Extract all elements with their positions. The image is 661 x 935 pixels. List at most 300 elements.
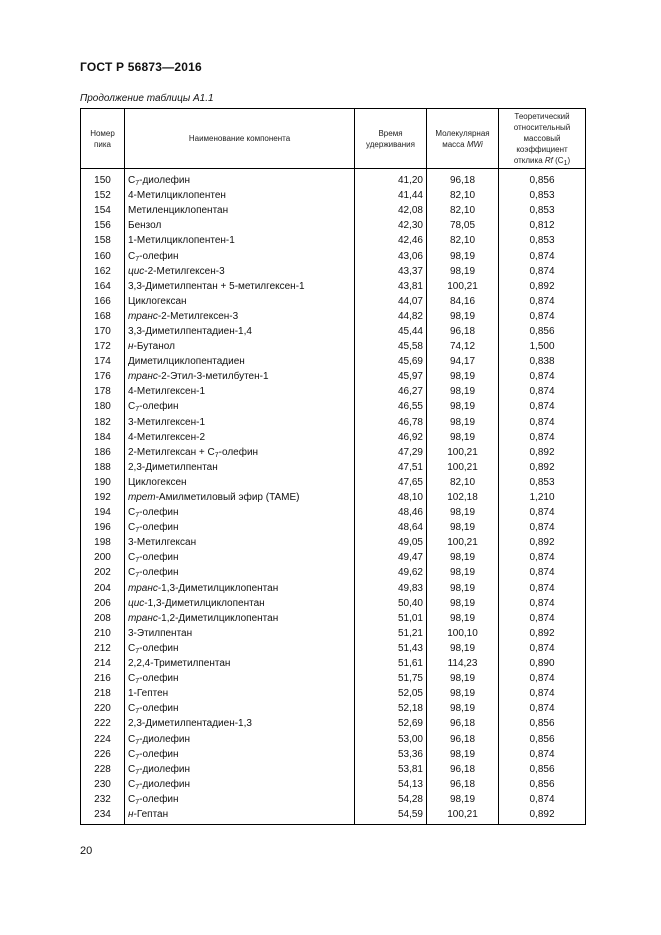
cell-response-coefficient: 0,874 bbox=[499, 384, 586, 399]
cell-response-coefficient: 0,892 bbox=[499, 626, 586, 641]
cell-peak-number: 156 bbox=[81, 218, 125, 233]
name-main: 3,3-Диметилпентан + 5-метилгексен-1 bbox=[128, 280, 305, 292]
cell-molecular-mass: 96,18 bbox=[427, 716, 499, 731]
cell-component-name bbox=[125, 701, 355, 716]
cell-component-name bbox=[125, 445, 355, 460]
cell-molecular-mass: 96,18 bbox=[427, 324, 499, 339]
cell-response-coefficient: 0,856 bbox=[499, 731, 586, 746]
cell-component-name bbox=[125, 354, 355, 369]
cell-molecular-mass: 98,19 bbox=[427, 430, 499, 445]
table-row bbox=[81, 671, 586, 686]
cell-response-coefficient: 0,812 bbox=[499, 218, 586, 233]
cell-response-coefficient: 0,890 bbox=[499, 656, 586, 671]
cell-retention-time: 54,13 bbox=[355, 777, 427, 792]
cell-response-coefficient: 0,874 bbox=[499, 309, 586, 324]
cell-response-coefficient: 0,874 bbox=[499, 264, 586, 279]
cell-component-name bbox=[125, 339, 355, 354]
cell-retention-time: 44,82 bbox=[355, 309, 427, 324]
name-suffix: -олефин bbox=[139, 250, 179, 262]
cell-component-name bbox=[125, 188, 355, 203]
cell-component-name bbox=[125, 430, 355, 445]
name-main: C bbox=[128, 733, 136, 745]
table-row bbox=[81, 324, 586, 339]
cell-retention-time: 50,40 bbox=[355, 596, 427, 611]
name-main: C bbox=[128, 673, 136, 685]
name-main: C bbox=[128, 552, 136, 564]
name-main: 1-Гептен bbox=[128, 688, 169, 700]
cell-molecular-mass: 94,17 bbox=[427, 354, 499, 369]
cell-molecular-mass: 96,18 bbox=[427, 731, 499, 746]
name-subscript: 7 bbox=[214, 451, 219, 459]
cell-component-name bbox=[125, 399, 355, 414]
header-retention-time: Время удерживания bbox=[355, 109, 427, 169]
cell-component-name bbox=[125, 626, 355, 641]
cell-peak-number: 160 bbox=[81, 248, 125, 263]
table-row bbox=[81, 731, 586, 746]
cell-response-coefficient: 0,853 bbox=[499, 233, 586, 248]
cell-retention-time: 42,30 bbox=[355, 218, 427, 233]
cell-response-coefficient: 0,853 bbox=[499, 203, 586, 218]
cell-component-name bbox=[125, 656, 355, 671]
table-row bbox=[81, 520, 586, 535]
name-main: C bbox=[128, 793, 136, 805]
cell-response-coefficient: 0,874 bbox=[499, 701, 586, 716]
cell-peak-number: 170 bbox=[81, 324, 125, 339]
cell-peak-number: 192 bbox=[81, 490, 125, 505]
cell-molecular-mass: 98,19 bbox=[427, 596, 499, 611]
cell-retention-time: 41,20 bbox=[355, 169, 427, 189]
table-row bbox=[81, 762, 586, 777]
cell-molecular-mass: 98,19 bbox=[427, 248, 499, 263]
cell-molecular-mass: 98,19 bbox=[427, 671, 499, 686]
cell-retention-time: 49,62 bbox=[355, 565, 427, 580]
cell-molecular-mass: 98,19 bbox=[427, 686, 499, 701]
cell-component-name bbox=[125, 762, 355, 777]
cell-molecular-mass: 98,19 bbox=[427, 505, 499, 520]
name-subscript: 7 bbox=[135, 512, 140, 520]
cell-retention-time: 49,47 bbox=[355, 550, 427, 565]
cell-molecular-mass: 98,19 bbox=[427, 384, 499, 399]
cell-component-name bbox=[125, 731, 355, 746]
table-row bbox=[81, 188, 586, 203]
cell-response-coefficient: 1,210 bbox=[499, 490, 586, 505]
cell-peak-number: 218 bbox=[81, 686, 125, 701]
cell-retention-time: 49,83 bbox=[355, 581, 427, 596]
cell-peak-number: 166 bbox=[81, 294, 125, 309]
cell-retention-time: 53,81 bbox=[355, 762, 427, 777]
cell-retention-time: 42,08 bbox=[355, 203, 427, 218]
cell-molecular-mass: 78,05 bbox=[427, 218, 499, 233]
cell-peak-number: 168 bbox=[81, 309, 125, 324]
name-suffix: -олефин bbox=[139, 522, 179, 534]
header-coefficient-symbol: Rf bbox=[544, 156, 553, 165]
name-main: C bbox=[128, 642, 136, 654]
cell-molecular-mass: 102,18 bbox=[427, 490, 499, 505]
cell-component-name bbox=[125, 460, 355, 475]
header-molecular-mass-symbol: MWi bbox=[466, 139, 483, 149]
cell-response-coefficient: 0,874 bbox=[499, 399, 586, 414]
name-main: C bbox=[128, 778, 136, 790]
table-row bbox=[81, 430, 586, 445]
name-main: C bbox=[128, 250, 136, 262]
name-suffix: -олефин bbox=[139, 642, 179, 654]
name-subscript: 7 bbox=[135, 406, 140, 414]
cell-response-coefficient: 0,874 bbox=[499, 550, 586, 565]
cell-peak-number: 228 bbox=[81, 762, 125, 777]
cell-component-name bbox=[125, 747, 355, 762]
name-italic-prefix: транс bbox=[128, 582, 158, 594]
name-suffix: -олефин bbox=[218, 446, 259, 458]
name-main: -Амилметиловый эфир (TAME) bbox=[155, 492, 300, 504]
cell-peak-number: 204 bbox=[81, 581, 125, 596]
cell-response-coefficient: 0,853 bbox=[499, 475, 586, 490]
name-subscript: 7 bbox=[135, 255, 140, 263]
cell-retention-time: 46,78 bbox=[355, 415, 427, 430]
name-subscript: 7 bbox=[135, 678, 140, 686]
cell-response-coefficient: 0,874 bbox=[499, 686, 586, 701]
header-coefficient-label: Теоретический относительный массовый коэффициент отклика bbox=[513, 112, 571, 165]
cell-peak-number: 178 bbox=[81, 384, 125, 399]
cell-molecular-mass: 98,19 bbox=[427, 701, 499, 716]
name-suffix: -диолефин bbox=[139, 763, 190, 775]
cell-response-coefficient: 0,874 bbox=[499, 415, 586, 430]
header-molecular-mass bbox=[427, 109, 499, 169]
cell-peak-number: 212 bbox=[81, 641, 125, 656]
table-row bbox=[81, 294, 586, 309]
cell-response-coefficient: 0,892 bbox=[499, 807, 586, 825]
table-row bbox=[81, 354, 586, 369]
cell-peak-number: 154 bbox=[81, 203, 125, 218]
table-row bbox=[81, 565, 586, 580]
cell-response-coefficient: 0,874 bbox=[499, 747, 586, 762]
name-main: -Гептан bbox=[133, 808, 169, 820]
cell-peak-number: 180 bbox=[81, 399, 125, 414]
cell-retention-time: 43,06 bbox=[355, 248, 427, 263]
cell-peak-number: 208 bbox=[81, 611, 125, 626]
cell-component-name bbox=[125, 777, 355, 792]
name-italic-prefix: цис bbox=[128, 265, 145, 277]
cell-peak-number: 232 bbox=[81, 792, 125, 807]
table-row bbox=[81, 716, 586, 731]
cell-peak-number: 200 bbox=[81, 550, 125, 565]
name-main: 4-Метилгексен-1 bbox=[128, 386, 206, 398]
cell-response-coefficient: 0,892 bbox=[499, 279, 586, 294]
cell-peak-number: 190 bbox=[81, 475, 125, 490]
cell-component-name bbox=[125, 671, 355, 686]
cell-component-name bbox=[125, 384, 355, 399]
cell-molecular-mass: 100,21 bbox=[427, 535, 499, 550]
cell-retention-time: 52,05 bbox=[355, 686, 427, 701]
table-row bbox=[81, 169, 586, 189]
cell-peak-number: 206 bbox=[81, 596, 125, 611]
name-suffix: -олефин bbox=[139, 703, 179, 715]
cell-component-name bbox=[125, 490, 355, 505]
table-row bbox=[81, 445, 586, 460]
name-main: 4-Метилгексен-2 bbox=[128, 431, 206, 443]
table-header-row bbox=[81, 109, 586, 169]
name-subscript: 7 bbox=[135, 798, 140, 806]
table-row bbox=[81, 777, 586, 792]
name-suffix: -диолефин bbox=[139, 778, 190, 790]
cell-component-name bbox=[125, 686, 355, 701]
cell-peak-number: 150 bbox=[81, 169, 125, 189]
cell-retention-time: 53,00 bbox=[355, 731, 427, 746]
cell-peak-number: 216 bbox=[81, 671, 125, 686]
cell-response-coefficient: 0,874 bbox=[499, 671, 586, 686]
cell-retention-time: 43,37 bbox=[355, 264, 427, 279]
table-row bbox=[81, 309, 586, 324]
name-subscript: 7 bbox=[135, 527, 140, 535]
table-row bbox=[81, 701, 586, 716]
table-row bbox=[81, 460, 586, 475]
cell-retention-time: 54,28 bbox=[355, 792, 427, 807]
cell-peak-number: 222 bbox=[81, 716, 125, 731]
cell-peak-number: 224 bbox=[81, 731, 125, 746]
name-italic-prefix: трет bbox=[128, 492, 156, 504]
cell-peak-number: 198 bbox=[81, 535, 125, 550]
name-subscript: 7 bbox=[135, 768, 140, 776]
name-main: C bbox=[128, 748, 136, 760]
name-main: 3-Этилпентан bbox=[128, 627, 193, 639]
cell-retention-time: 44,07 bbox=[355, 294, 427, 309]
name-main: 2,3-Диметилпентан bbox=[128, 461, 218, 473]
cell-response-coefficient: 0,874 bbox=[499, 430, 586, 445]
cell-peak-number: 234 bbox=[81, 807, 125, 825]
components-table bbox=[80, 108, 586, 825]
cell-response-coefficient: 0,874 bbox=[499, 596, 586, 611]
cell-retention-time: 47,29 bbox=[355, 445, 427, 460]
cell-molecular-mass: 98,19 bbox=[427, 641, 499, 656]
cell-peak-number: 184 bbox=[81, 430, 125, 445]
name-prefix: 2-Метилгексан + bbox=[128, 446, 208, 458]
cell-peak-number: 162 bbox=[81, 264, 125, 279]
name-main: Метиленциклопентан bbox=[128, 205, 229, 217]
name-subscript: 7 bbox=[135, 708, 140, 716]
cell-molecular-mass: 100,21 bbox=[427, 445, 499, 460]
cell-molecular-mass: 82,10 bbox=[427, 203, 499, 218]
name-main: 4-Метилциклопентен bbox=[128, 190, 226, 202]
cell-molecular-mass: 82,10 bbox=[427, 475, 499, 490]
name-main: 2,3-Диметилпентадиен-1,3 bbox=[128, 718, 252, 730]
name-subscript: 7 bbox=[135, 572, 140, 580]
table-row bbox=[81, 641, 586, 656]
cell-peak-number: 230 bbox=[81, 777, 125, 792]
name-main: Бензол bbox=[128, 220, 162, 232]
cell-peak-number: 202 bbox=[81, 565, 125, 580]
cell-molecular-mass: 74,12 bbox=[427, 339, 499, 354]
cell-molecular-mass: 114,23 bbox=[427, 656, 499, 671]
cell-molecular-mass: 98,19 bbox=[427, 369, 499, 384]
name-main: 3,3-Диметилпентадиен-1,4 bbox=[128, 325, 252, 337]
name-subscript: 7 bbox=[135, 783, 140, 791]
name-italic-prefix: транс bbox=[128, 371, 158, 383]
cell-response-coefficient: 0,892 bbox=[499, 460, 586, 475]
name-suffix: -олефин bbox=[139, 673, 179, 685]
name-suffix: -диолефин bbox=[139, 175, 190, 187]
name-suffix: -олефин bbox=[139, 552, 179, 564]
header-peak-number: Номер пика bbox=[81, 109, 125, 169]
name-main: C bbox=[128, 703, 136, 715]
name-main: C bbox=[207, 446, 215, 458]
table-row bbox=[81, 550, 586, 565]
cell-retention-time: 51,61 bbox=[355, 656, 427, 671]
cell-peak-number: 152 bbox=[81, 188, 125, 203]
cell-peak-number: 172 bbox=[81, 339, 125, 354]
cell-component-name bbox=[125, 233, 355, 248]
name-main: C bbox=[128, 522, 136, 534]
table-row bbox=[81, 415, 586, 430]
name-italic-prefix: цис bbox=[128, 597, 145, 609]
cell-retention-time: 46,27 bbox=[355, 384, 427, 399]
cell-component-name bbox=[125, 520, 355, 535]
table-row bbox=[81, 279, 586, 294]
cell-molecular-mass: 98,19 bbox=[427, 264, 499, 279]
name-suffix: -олефин bbox=[139, 793, 179, 805]
name-main: -1,3-Диметилциклопентан bbox=[157, 582, 279, 594]
cell-response-coefficient: 0,838 bbox=[499, 354, 586, 369]
name-main: Циклогексан bbox=[128, 295, 187, 307]
name-main: Диметилциклопентадиен bbox=[128, 356, 245, 368]
name-main: -Бутанол bbox=[133, 341, 175, 353]
cell-response-coefficient: 0,874 bbox=[499, 581, 586, 596]
name-main: -2-Метилгексен-3 bbox=[144, 265, 225, 277]
cell-molecular-mass: 98,19 bbox=[427, 309, 499, 324]
name-suffix: -олефин bbox=[139, 567, 179, 579]
table-row bbox=[81, 399, 586, 414]
cell-molecular-mass: 98,19 bbox=[427, 550, 499, 565]
cell-peak-number: 176 bbox=[81, 369, 125, 384]
cell-response-coefficient: 0,874 bbox=[499, 611, 586, 626]
name-italic-prefix: транс bbox=[128, 310, 158, 322]
table-body bbox=[81, 169, 586, 825]
cell-response-coefficient: 0,874 bbox=[499, 565, 586, 580]
cell-retention-time: 48,64 bbox=[355, 520, 427, 535]
cell-response-coefficient: 0,856 bbox=[499, 716, 586, 731]
table-row bbox=[81, 218, 586, 233]
name-main: 3-Метилгексан bbox=[128, 537, 197, 549]
cell-molecular-mass: 100,21 bbox=[427, 460, 499, 475]
name-subscript: 7 bbox=[135, 738, 140, 746]
cell-response-coefficient: 0,874 bbox=[499, 641, 586, 656]
header-response-coefficient: Теоретический относительный массовый коэффициент отклика Rf $(C_1)$ bbox=[499, 109, 586, 169]
table-row bbox=[81, 248, 586, 263]
cell-retention-time: 51,21 bbox=[355, 626, 427, 641]
cell-response-coefficient: 0,856 bbox=[499, 324, 586, 339]
name-suffix: -олефин bbox=[139, 507, 179, 519]
cell-peak-number: 164 bbox=[81, 279, 125, 294]
table-row bbox=[81, 233, 586, 248]
cell-molecular-mass: 100,10 bbox=[427, 626, 499, 641]
name-italic-prefix: н bbox=[128, 808, 134, 820]
cell-molecular-mass: 98,19 bbox=[427, 565, 499, 580]
cell-molecular-mass: 98,19 bbox=[427, 792, 499, 807]
name-suffix: -диолефин bbox=[139, 733, 190, 745]
cell-retention-time: 54,59 bbox=[355, 807, 427, 825]
name-subscript: 7 bbox=[135, 180, 140, 188]
cell-retention-time: 42,46 bbox=[355, 233, 427, 248]
cell-peak-number: 210 bbox=[81, 626, 125, 641]
cell-component-name bbox=[125, 792, 355, 807]
cell-component-name bbox=[125, 716, 355, 731]
cell-peak-number: 188 bbox=[81, 460, 125, 475]
cell-retention-time: 46,55 bbox=[355, 399, 427, 414]
name-subscript: 7 bbox=[135, 753, 140, 761]
cell-molecular-mass: 98,19 bbox=[427, 611, 499, 626]
name-main: Циклогексен bbox=[128, 476, 187, 488]
cell-component-name bbox=[125, 169, 355, 189]
cell-peak-number: 196 bbox=[81, 520, 125, 535]
cell-peak-number: 186 bbox=[81, 445, 125, 460]
cell-component-name bbox=[125, 475, 355, 490]
cell-response-coefficient: 0,853 bbox=[499, 188, 586, 203]
cell-molecular-mass: 98,19 bbox=[427, 415, 499, 430]
cell-molecular-mass: 98,19 bbox=[427, 747, 499, 762]
cell-retention-time: 43,81 bbox=[355, 279, 427, 294]
cell-retention-time: 52,18 bbox=[355, 701, 427, 716]
cell-component-name bbox=[125, 535, 355, 550]
header-coefficient-c: C bbox=[557, 156, 564, 165]
cell-retention-time: 48,10 bbox=[355, 490, 427, 505]
cell-component-name bbox=[125, 369, 355, 384]
name-main: 3-Метилгексен-1 bbox=[128, 416, 206, 428]
cell-peak-number: 194 bbox=[81, 505, 125, 520]
cell-component-name bbox=[125, 248, 355, 263]
page-number: 20 bbox=[80, 845, 93, 857]
cell-retention-time: 53,36 bbox=[355, 747, 427, 762]
cell-peak-number: 174 bbox=[81, 354, 125, 369]
cell-component-name bbox=[125, 505, 355, 520]
cell-retention-time: 48,46 bbox=[355, 505, 427, 520]
table-row bbox=[81, 747, 586, 762]
cell-component-name bbox=[125, 324, 355, 339]
table-row bbox=[81, 581, 586, 596]
cell-component-name bbox=[125, 550, 355, 565]
cell-component-name bbox=[125, 565, 355, 580]
table-row bbox=[81, 264, 586, 279]
table-row bbox=[81, 203, 586, 218]
cell-retention-time: 45,97 bbox=[355, 369, 427, 384]
cell-molecular-mass: 98,19 bbox=[427, 581, 499, 596]
cell-molecular-mass: 98,19 bbox=[427, 399, 499, 414]
name-italic-prefix: н bbox=[128, 341, 134, 353]
cell-retention-time: 45,44 bbox=[355, 324, 427, 339]
table-row bbox=[81, 792, 586, 807]
name-subscript: 7 bbox=[135, 557, 140, 565]
cell-component-name bbox=[125, 218, 355, 233]
cell-retention-time: 49,05 bbox=[355, 535, 427, 550]
cell-response-coefficient: 0,892 bbox=[499, 535, 586, 550]
cell-molecular-mass: 96,18 bbox=[427, 762, 499, 777]
cell-molecular-mass: 96,18 bbox=[427, 169, 499, 189]
cell-component-name bbox=[125, 264, 355, 279]
name-subscript: 7 bbox=[135, 647, 140, 655]
cell-response-coefficient: 1,500 bbox=[499, 339, 586, 354]
cell-component-name bbox=[125, 203, 355, 218]
cell-component-name bbox=[125, 611, 355, 626]
cell-component-name bbox=[125, 415, 355, 430]
name-italic-prefix: транс bbox=[128, 612, 158, 624]
table-row bbox=[81, 611, 586, 626]
cell-molecular-mass: 84,16 bbox=[427, 294, 499, 309]
cell-component-name bbox=[125, 596, 355, 611]
document-standard-code: ГОСТ Р 56873—2016 bbox=[80, 60, 202, 74]
cell-molecular-mass: 100,21 bbox=[427, 279, 499, 294]
name-main: C bbox=[128, 507, 136, 519]
name-main: -1,2-Диметилциклопентан bbox=[157, 612, 279, 624]
cell-response-coefficient: 0,856 bbox=[499, 777, 586, 792]
header-molecular-mass-label: Молекулярная масса bbox=[435, 128, 490, 149]
name-main: C bbox=[128, 763, 136, 775]
